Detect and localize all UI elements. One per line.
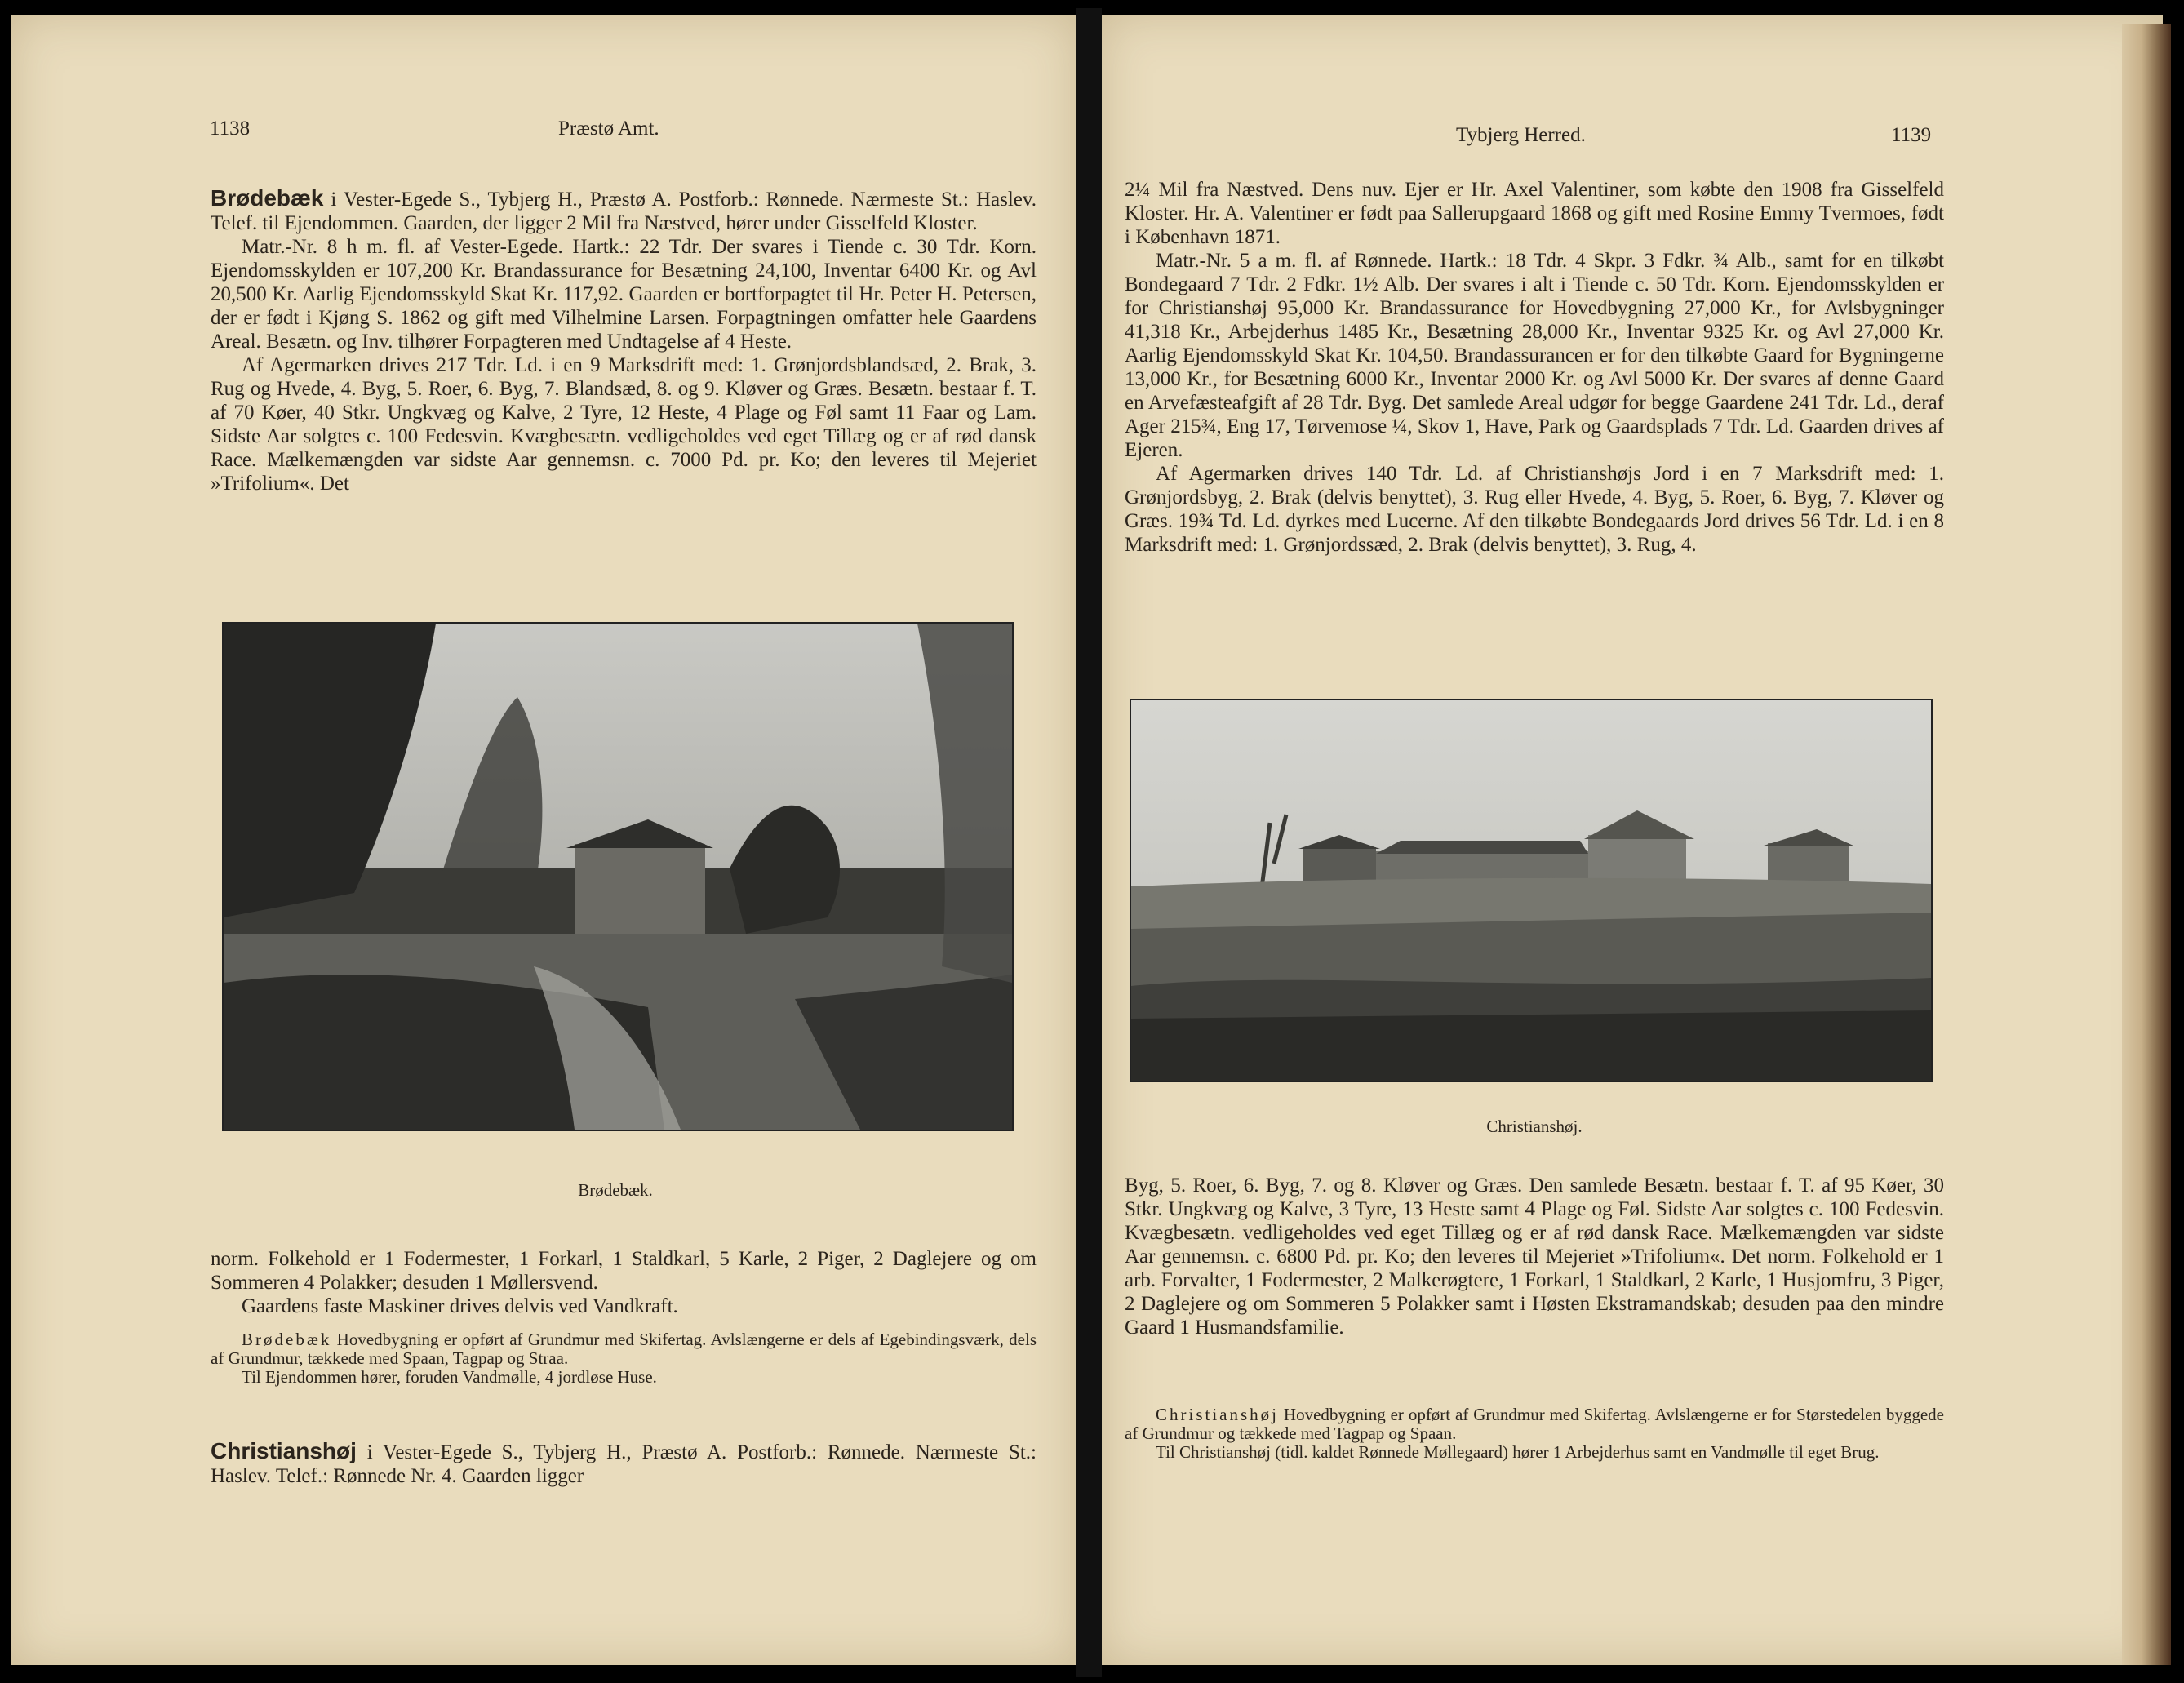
entry-brodebaek-note	[211, 1330, 1037, 1387]
entry-text: i Vester-Egede S., Tybjerg H., Præstø A. Postforb.: Rønnede. Nærmeste St.: Haslev. Telef.: Rønnede Nr. 4. Gaarden ligger	[211, 1441, 1037, 1487]
entry-brodebaek-bottom	[211, 1247, 1037, 1318]
entry-text: i Vester-Egede S., Tybjerg H., Præstø A. Postforb.: Rønnede. Nærmeste St.: Haslev. Telef. til Ejendommen. Gaarden, der ligger 2 Mil fra Næstved, hører under Gisselfeld Kloster.	[211, 189, 1037, 234]
entry-christianshoj-start	[211, 1439, 1037, 1488]
running-head-right: Tybjerg Herred.	[1456, 124, 1586, 146]
note-name: Brødebæk	[242, 1330, 332, 1349]
note-name: Christianshøj	[1156, 1405, 1280, 1424]
running-head-left: Præstø Amt.	[558, 118, 659, 140]
page-number-left: 1138	[210, 118, 251, 140]
entry-paragraph: Af Agermarken drives 217 Tdr. Ld. i en 9 Marksdrift med: 1. Grønjordsblandsæd, 2. Brak, 3. Rug og Hvede, 4. Byg, 5. Roer, 6. Byg, 7. Blandsæd, 8. og 9. Kløver og Græs. Besætn. bestaar f. T. af 70 Køer, 40 Stkr. Ungkvæg og Kalve, 2 Tyre, 12 Heste, 4 Plage og Føl samt 11 Faar og Lam. Sidste Aar solgtes c. 100 Fedesvin. Kvægbesætn. vedligeholdes ved eget Tillæg og er af rød dansk Race. Mælkemængden var sidste Aar gennemsn. c. 7000 Pd. pr. Ko; den leveres til Mejeriet »Trifolium«. Det	[211, 354, 1037, 495]
entry-brodebaek-top	[211, 186, 1037, 495]
entry-paragraph: Byg, 5. Roer, 6. Byg, 7. og 8. Kløver og Græs. Den samlede Besætn. bestaar f. T. af 95 Køer, 30 Stkr. Ungkvæg og Kalve, 3 Tyre, 13 Heste samt 4 Plage og Føl. Sidste Aar solgtes c. 100 Fedesvin. Kvægbesætn. vedligeholdes ved eget Tillæg og er af rød dansk Race. Mælkemængden var sidste Aar gennemsn. c. 6800 Pd. pr. Ko; den leveres til Mejeriet »Trifolium«. Det norm. Folkehold er 1 arb. Forvalter, 1 Fodermester, 2 Malkerøgtere, 1 Forkarl, 1 Staldkarl, 2 Karle, 1 Husjomfru, 3 Piger, 2 Daglejere og om Sommeren 5 Polakker samt i Høsten Ekstramandskab; desuden paa den mindre Gaard 1 Husmandsfamilie.	[1125, 1175, 1944, 1339]
entry-paragraph: Af Agermarken drives 140 Tdr. Ld. af Christianshøjs Jord i en 7 Marksdrift med: 1. Grønjordsbyg, 2. Brak (delvis benyttet), 3. Rug eller Hvede, 4. Byg, 5. Roer, 6. Byg, 7. Kløver og Græs. 19¾ Td. Ld. dyrkes med Lucerne. Af den tilkøbte Bondegaards Jord drives 56 Tdr. Ld. i en 8 Marksdrift med: 1. Grønjordssæd, 2. Brak (delvis benyttet), 3. Rug, 4.	[1125, 463, 1944, 556]
left-page	[11, 15, 1076, 1665]
photo-brodebaek	[222, 622, 1014, 1131]
right-page	[1102, 15, 2163, 1665]
entry-christianshoj-bottom	[1125, 1174, 1944, 1339]
entry-paragraph: Gaardens faste Maskiner drives delvis ved Vandkraft.	[242, 1295, 678, 1317]
book-page-edges	[2122, 24, 2171, 1665]
entry-title-brodebaek: Brødebæk	[211, 185, 324, 211]
page-number-right: 1139	[1891, 124, 1932, 146]
entry-paragraph: Matr.-Nr. 8 h m. fl. af Vester-Egede. Hartk.: 22 Tdr. Der svares i Tiende c. 30 Tdr. Korn. Ejendomsskylden er 107,200 Kr. Brandassurance for Besætning 24,100, Inventar 6400 Kr. og Avl 20,500 Kr. Aarlig Ejendomsskyld Skat Kr. 117,92. Gaarden er bortforpagtet til Hr. Peter H. Petersen, der er født i Kjøng S. 1862 og gift med Vilhelmine Larsen. Forpagtningen omfatter hele Gaardens Areal. Besætn. og Inv. tilhører Forpagteren med Undtagelse af 4 Heste.	[211, 236, 1037, 353]
entry-paragraph: 2¼ Mil fra Næstved. Dens nuv. Ejer er Hr. Axel Valentiner, som købte den 1908 fra Gisselfeld Kloster. Hr. A. Valentiner er født paa Sallerupgaard 1868 og gift med Rosine Emmy Tvermoes, født i København 1871.	[1125, 179, 1944, 248]
note-text: Til Christianshøj (tidl. kaldet Rønnede Møllegaard) hører 1 Arbejderhus samt en Vandmølle til eget Brug.	[1156, 1442, 1880, 1462]
note-text: Til Ejendommen hører, foruden Vandmølle, 4 jordløse Huse.	[242, 1367, 657, 1387]
note-text: Hovedbygning er opført af Grundmur med Skifertag. Avlslængerne er for Størstedelen byggede af Grundmur og tækkede med Tagpap og Spaan.	[1125, 1405, 1944, 1443]
photo-caption-brodebaek: Brødebæk.	[578, 1180, 653, 1200]
entry-paragraph: Matr.-Nr. 5 a m. fl. af Rønnede. Hartk.: 18 Tdr. 4 Skpr. 3 Fdkr. ¾ Alb., samt for en tilkøbt Bondegaard 7 Tdr. 2 Fdkr. 1½ Alb. Der svares i alt i Tiende c. 50 Tdr. Korn. Ejendomsskylden er for Christianshøj 95,000 Kr. Brandassurance for Hovedbygning 27,000 Kr., for Avlsbygninger 41,318 Kr., Arbejderhus 1485 Kr., Besætning 28,000 Kr., Inventar 9325 Kr. og Avl 27,000 Kr. Aarlig Ejendomsskyld Skat Kr. 104,50. Brandassurancen er for den tilkøbte Gaard for Bygningerne 13,000 Kr., for Besætning 6000 Kr., Inventar 2000 Kr. og Avl 5000 Kr. Der svares af denne Gaard en Arvefæsteafgift af 28 Tdr. Byg. Det samlede Areal udgør for begge Gaardene 241 Tdr. Ld., deraf Ager 215¾, Eng 17, Tørvemose ¼, Skov 1, Have, Park og Gaardsplads 7 Tdr. Ld. Gaarden drives af Ejeren.	[1125, 250, 1944, 461]
photo-caption-christianshoj: Christianshøj.	[1486, 1117, 1583, 1136]
entry-title-christianshoj: Christianshøj	[211, 1438, 357, 1463]
book-gutter	[1076, 8, 1102, 1677]
photo-christianshoj	[1130, 699, 1933, 1082]
entry-christianshoj-continued	[1125, 178, 1944, 557]
note-text: Hovedbygning er opført af Grundmur med Skifertag. Avlslængerne er dels af Egebindingsværk, dels af Grundmur, tækkede med Spaan, Tagpap og Straa.	[211, 1330, 1037, 1368]
entry-christianshoj-note	[1125, 1405, 1944, 1462]
entry-paragraph: norm. Folkehold er 1 Fodermester, 1 Forkarl, 1 Staldkarl, 5 Karle, 2 Piger, 2 Daglejere og om Sommeren 4 Polakker; desuden 1 Møllersvend.	[211, 1248, 1037, 1294]
